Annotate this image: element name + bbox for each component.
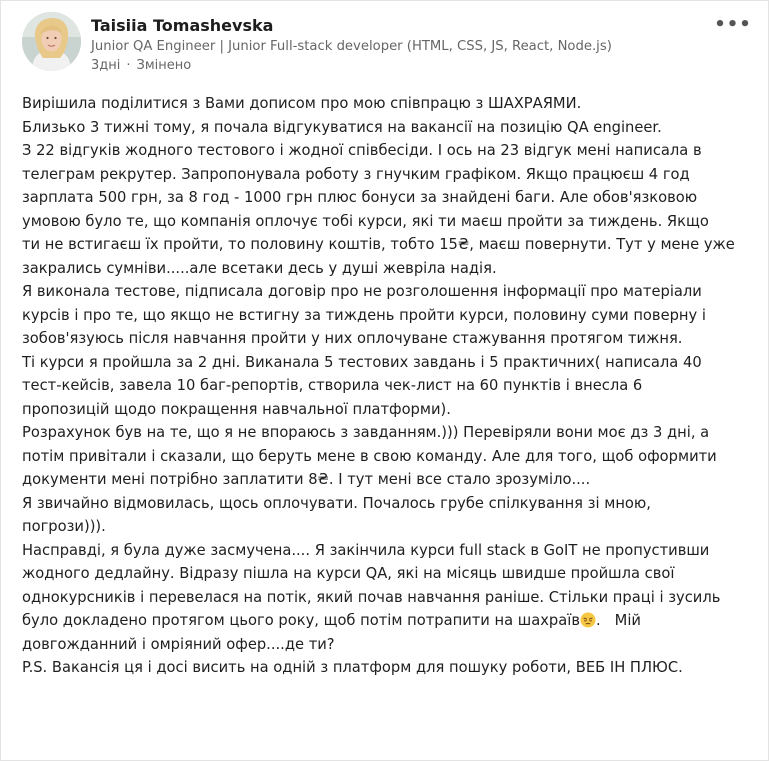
post-line: Вирішила поділитися з Вами дописом про мою співпрацю з ШАХРАЯМИ.: [22, 95, 582, 112]
post-line: пропозицій щодо покращення навчальної платформи).: [22, 400, 451, 418]
more-horizontal-icon: •••: [714, 14, 752, 35]
post-line: Ті курси я пройшла за 2 дні. Виканала 5 тестових завдань і 5 практичних( написала 40: [22, 353, 702, 371]
post-line: З 22 відгуків жодного тестового і жодної співбесіди. І ось на 23 відгук мені написала в: [22, 142, 702, 159]
post-line: тест-кейсів, завела 10 баг-репортів, створила чек-лист на 60 пунктів і внесла 6: [22, 377, 643, 394]
post-line: ти не встигаєш їх пройти, то половину коштів, тобто 15₴, маєш повернути. Тут у мене уже: [22, 236, 735, 253]
post-line: Насправді, я була дуже засмучена.... Я закінчила курси full stack в GoIT не пропустивши: [22, 541, 710, 559]
post-line: умовою було те, що компанія оплочує тобі курси, які ти маєш пройти за тиждень. Якщо: [22, 212, 709, 230]
pensive-face-emoji-icon: [580, 612, 596, 628]
post-line: потім привітали і сказали, що беруть мене в свою команду. Але для того, щоб оформити: [22, 447, 717, 465]
post-line: курсів і про те, що якщо не встигну за тиждень пройти курси, половину суми поверну і: [22, 306, 706, 324]
post-line: зобов'язуюсь після навчання пройти у них оплочуване стажування протягом тижня.: [22, 330, 683, 347]
author-info: [91, 15, 691, 75]
post-line: Я виконала тестове, підписала договір про не розголошення інформації про матеріали: [22, 283, 702, 300]
post-meta: [91, 57, 691, 75]
post-line: жодного дедлайну. Відразу пішла на курси QA, які на місяць швидше пройшла свої: [22, 565, 675, 582]
post-line: зарплата 500 грн, за 8 год - 1000 грн плюс бонуси за знайдені баги. Але обов'язковою: [22, 189, 698, 206]
author-avatar[interactable]: [22, 12, 81, 71]
post-line: довгожданний і омріяний офер....де ти?: [22, 635, 335, 653]
post-header: [22, 12, 752, 74]
post-time: 3дні: [91, 58, 121, 73]
post-line-text: . Мій: [596, 612, 641, 629]
post-line: закрались сумніви.....але всетаки десь у душі жевріла надія.: [22, 259, 497, 277]
post-body: [22, 92, 762, 680]
post-line: однокурсників і перевелася на потік, який почав навчання раніше. Стільки праці і зусиль: [22, 588, 721, 606]
avatar-photo: [22, 12, 81, 71]
meta-separator: ·: [126, 58, 131, 73]
author-headline: Junior QA Engineer | Junior Full-stack developer (HTML, CSS, JS, React, Node.js): [91, 39, 612, 54]
author-name[interactable]: Taisiia Tomashevska: [91, 16, 274, 35]
more-options-button[interactable]: [716, 12, 750, 38]
post-line: документи мені потрібно заплатити 8₴. І тут мені все стало зрозуміло....: [22, 471, 591, 488]
post-line: Близько 3 тижні тому, я почала відгукуватися на вакансії на позицію QA engineer.: [22, 118, 662, 136]
post-line-text: було докладено протягом цього року, щоб потім потрапити на шахраїв: [22, 612, 580, 629]
edited-label: Змінено: [136, 58, 192, 73]
post-line: погрози))).: [22, 518, 106, 535]
post-line: P.S. Вакансія ця і досі висить на одній з платформ для пошуку роботи, ВЕБ ІН ПЛЮС.: [22, 659, 683, 676]
post-line: Я звичайно відмовилась, щось оплочувати. Почалось грубе спілкування зі мною,: [22, 494, 651, 512]
post-line-with-emoji: [22, 609, 762, 633]
post-line: Розрахунок був на те, що я не впораюсь з завданням.))) Перевіряли вони моє дз 3 дні, а: [22, 424, 710, 441]
post-line: телеграм рекрутер. Запропонувала роботу з гнучким графіком. Якщо працюєш 4 год: [22, 165, 690, 183]
